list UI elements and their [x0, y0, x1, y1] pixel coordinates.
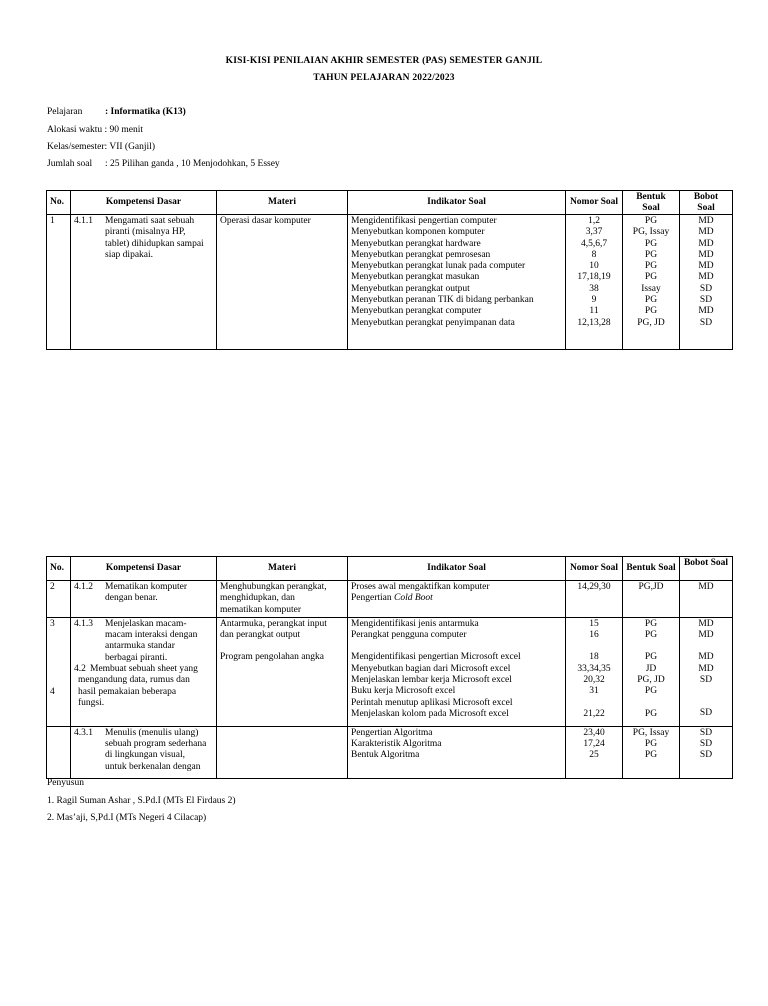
row-bentuk-soal: PG,JD: [623, 581, 680, 618]
table-row: [47, 215, 733, 350]
pelajaran-label: Pelajaran: [47, 107, 83, 117]
row-indikator: Proses awal mengaktifkan komputer Pengertian Cold Boot: [348, 581, 566, 618]
meta-pelajaran: [47, 107, 186, 117]
header-materi: Materi: [217, 557, 348, 581]
row-no: [47, 726, 71, 778]
row-bentuk-soal: PG PG, Issay PG PG PG PG Issay PG PG PG, JD: [623, 215, 680, 350]
header-nomor-soal: Nomor Soal: [566, 191, 623, 215]
row-indikator: Mengidentifikasi jenis antarmuka Perangkat pengguna computer Mengidentifikasi pengertian Microsoft excel Menyebutkan bagian dari Microsoft excel Menjelaskan lembar kerja Microsoft excel Buku kerja Microsoft excel Perintah menutup aplikasi Microsoft excel Menjelaskan kolom pada Microsoft excel: [348, 617, 566, 726]
kd-4-2: 4.2 Membuat sebuah sheet yang mengandung data, rumus dan hasil pemakaian beberapa fungsi.: [74, 664, 198, 708]
penyusun-label: Penyusun: [47, 778, 84, 788]
row-bobot-soal: MD MD MD MD SD SD: [680, 617, 733, 726]
header-nomor-soal: Nomor Soal: [566, 557, 623, 581]
row-materi: Operasi dasar komputer: [217, 215, 348, 350]
header-materi: Materi: [217, 191, 348, 215]
header-kompetensi-dasar: Kompetensi Dasar: [71, 191, 217, 215]
table-row: [47, 581, 733, 618]
meta-jumlah: [47, 159, 280, 169]
row-bobot-soal: MD MD MD MD MD MD SD SD MD SD: [680, 215, 733, 350]
meta-kelas: Kelas/semester: VII (Ganjil): [47, 142, 155, 152]
header-bentuk-soal: Bentuk Soal: [623, 557, 680, 581]
pelajaran-value: : Informatika (K13): [105, 107, 186, 117]
table1-header-row: [47, 191, 733, 215]
row-materi: [217, 726, 348, 778]
row-kompetensi-dasar: 4.1.2 Mematikan komputer dengan benar.: [71, 581, 217, 618]
row-nomor-soal: 14,29,30: [566, 581, 623, 618]
row-no: 2: [47, 581, 71, 618]
row-kompetensi-dasar: 4.3.1 Menulis (menulis ulang) sebuah program sederhana di lingkungan visual, untuk berkenalan dengan: [71, 726, 217, 778]
row-indikator: Mengidentifikasi pengertian computer Menyebutkan komponen komputer Menyebutkan perangkat hardware Menyebutkan perangkat pemrosesan Menyebutkan perangkat lunak pada computer Menyebutkan perangkat masukan Menyebutkan perangkat output Menyebutkan peranan TIK di bidang perbankan Menyebutkan perangkat computer Menyebutkan perangkat penyimpanan data: [348, 215, 566, 350]
materi-program-pengolahan-angka: Program pengolahan angka: [220, 652, 324, 663]
row-no-4: 4: [50, 687, 55, 698]
header-indikator: Indikator Soal: [348, 557, 566, 581]
document-subtitle: TAHUN PELAJARAN 2022/2023: [313, 73, 455, 83]
meta-alokasi: Alokasi waktu : 90 menit: [47, 125, 144, 135]
row-nomor-soal: 1,2 3,37 4,5,6,7 8 10 17,18,19 38 9 11 12,13,28: [566, 215, 623, 350]
table-row: [47, 726, 733, 778]
header-bobot-soal: Bobot Soal: [680, 557, 733, 581]
jumlah-value: : 25 Pilihan ganda , 10 Menjodohkan, 5 Essey: [105, 159, 280, 169]
row-materi: Menghubungkan perangkat, menghidupkan, dan mematikan komputer: [217, 581, 348, 618]
row-kompetensi-dasar: 4.1.1 Mengamati saat sebuah piranti (misalnya HP, tablet) dihidupkan sampai siap dipakai.: [71, 215, 217, 350]
kisi-table-1: [46, 190, 733, 350]
penyusun-2: 2. Mas’aji, S,Pd.I (MTs Negeri 4 Cilacap): [47, 813, 207, 823]
cold-boot-term: Cold Boot: [394, 593, 433, 604]
row-kompetensi-dasar: 4.1.3 Menjelaskan macam- macam interaksi dengan antarmuka standar berbagai piranti. 4.2 Membuat sebuah sheet yang mengandung data, rumus dan hasil pemakaian beberapa fungsi.: [71, 617, 217, 726]
penyusun-1: 1. Ragil Suman Ashar , S.Pd.I (MTs El Firdaus 2): [47, 796, 236, 806]
row-bentuk-soal: PG PG PG JD PG, JD PG PG: [623, 617, 680, 726]
row-bobot-soal: SD SD SD: [680, 726, 733, 778]
row-no: 1: [47, 215, 71, 350]
row-no: 3 4: [47, 617, 71, 726]
jumlah-label: Jumlah soal: [47, 159, 93, 169]
row-bobot-soal: MD: [680, 581, 733, 618]
table-row: [47, 617, 733, 726]
header-bentuk-soal: Bentuk Soal: [623, 191, 680, 215]
header-no: No.: [47, 557, 71, 581]
document-title: KISI-KISI PENILAIAN AKHIR SEMESTER (PAS) SEMESTER GANJIL: [225, 56, 543, 66]
row-nomor-soal: 23,40 17,24 25: [566, 726, 623, 778]
header-bobot-soal: Bobot Soal: [680, 191, 733, 215]
kisi-table-2: [46, 556, 733, 779]
row-materi: Antarmuka, perangkat input dan perangkat output Program pengolahan angka: [217, 617, 348, 726]
row-bentuk-soal: PG, Issay PG PG: [623, 726, 680, 778]
header-no: No.: [47, 191, 71, 215]
table2-header-row: [47, 557, 733, 581]
row-indikator: Pengertian Algoritma Karakteristik Algoritma Bentuk Algoritma: [348, 726, 566, 778]
header-indikator: Indikator Soal: [348, 191, 566, 215]
row-nomor-soal: 15 16 18 33,34,35 20,32 31 21,22: [566, 617, 623, 726]
header-kompetensi-dasar: Kompetensi Dasar: [71, 557, 217, 581]
